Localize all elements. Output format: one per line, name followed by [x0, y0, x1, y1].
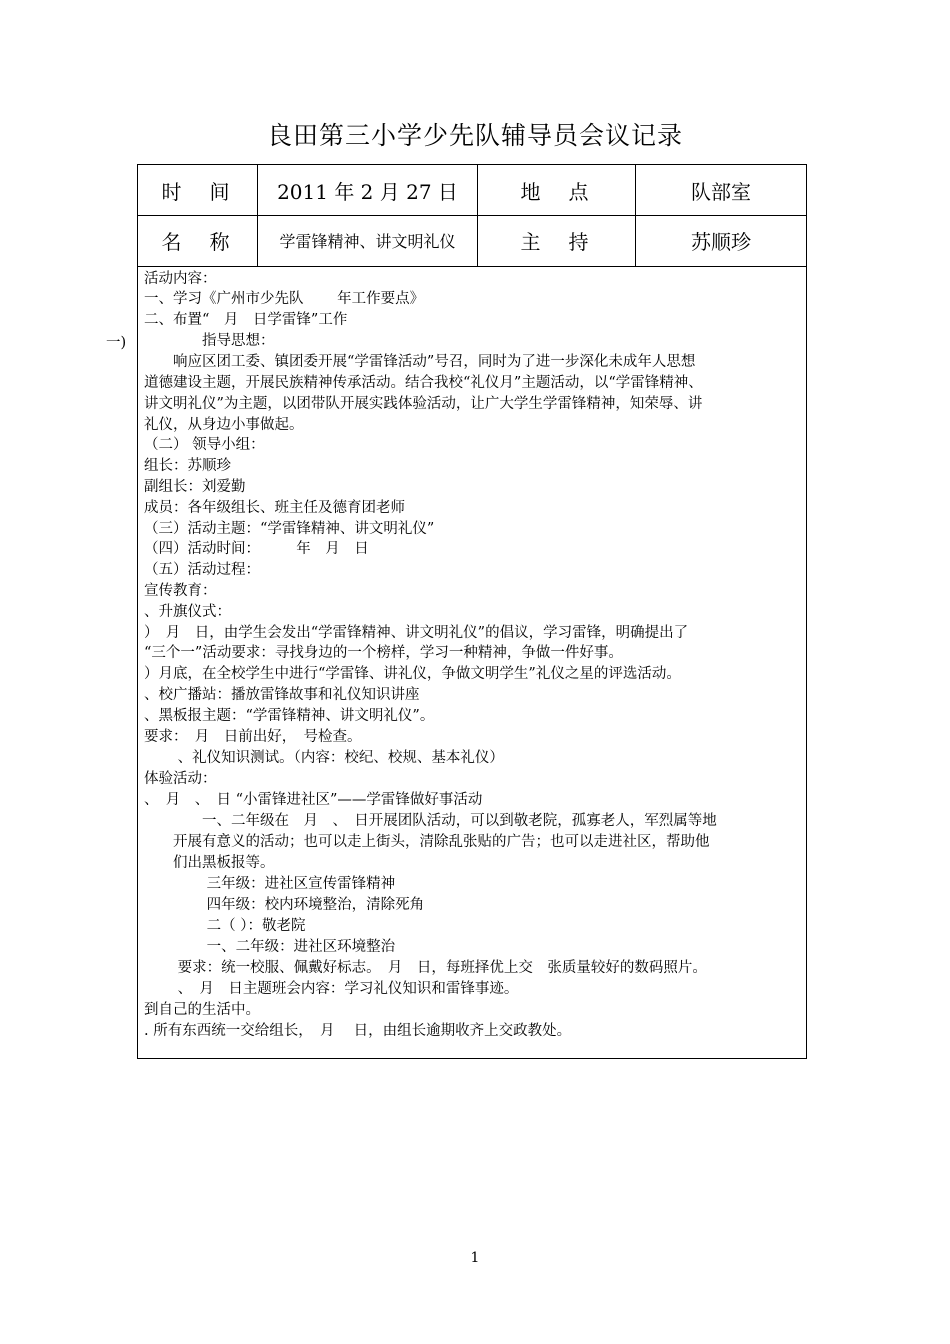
- content-line: 三年级：进社区宣传雷锋精神: [144, 876, 396, 892]
- time-value: 2011 年 2 月 27 日: [258, 165, 478, 215]
- content-line: 组长：苏顺珍: [144, 458, 231, 474]
- place-label: 地 点: [478, 165, 636, 215]
- content-line: 活动内容：: [144, 271, 217, 287]
- content-line: 指导思想：: [144, 333, 275, 349]
- host-label: 主 持: [478, 215, 636, 266]
- content-line: 、校广播站：播放雷锋故事和礼仪知识讲座: [144, 687, 420, 703]
- content-line: 、礼仪知识测试。（内容：校纪、校规、基本礼仪）: [144, 750, 504, 766]
- content-line: 宣传教育：: [144, 583, 217, 599]
- content-line: “三个一”活动要求：寻找身边的一个榜样，学习一种精神，争做一件好事。: [144, 645, 623, 661]
- content-line: 一、二年级：进社区环境整治: [144, 939, 396, 955]
- content-line: 礼仪，从身边小事做起。: [144, 417, 304, 433]
- content-line: ）月底，在全校学生中进行“学雷锋、讲礼仪，争做文明学生”礼仪之星的评选活动。: [144, 666, 681, 682]
- content-line: 、 月 、 日 “小雷锋进社区”——学雷锋做好事活动: [144, 792, 483, 808]
- name-label: 名 称: [138, 215, 258, 266]
- content-line: 们出黑板报等。: [144, 855, 275, 871]
- content-line: 、升旗仪式：: [144, 604, 231, 620]
- content-line: 体验活动：: [144, 771, 217, 787]
- content-line: （二） 领导小组：: [144, 437, 265, 453]
- content-line: 到自己的生活中。: [144, 1002, 260, 1018]
- place-value: 队部室: [691, 179, 751, 204]
- content-line: 响应区团工委、镇团委开展“学雷锋活动”号召，同时为了进一步深化未成年人思想: [144, 354, 696, 370]
- content-line: 副组长：刘爱勤: [144, 479, 246, 495]
- content-line: 一、学习《广州市少先队 年工作要点》: [144, 291, 425, 307]
- content-line: 二（ ）：敬老院: [144, 918, 306, 934]
- content-line: 、黑板报主题：“学雷锋精神、讲文明礼仪”。: [144, 708, 435, 724]
- page-number: 1: [470, 1250, 480, 1266]
- name-value: 学雷锋精神、讲文明礼仪: [258, 215, 478, 266]
- content-line: 开展有意义的活动；也可以走上街头，清除乱张贴的广告；也可以走进社区，帮助他: [144, 834, 710, 850]
- content-line: 成员：各年级组长、班主任及德育团老师: [144, 500, 405, 516]
- content-line: 讲文明礼仪”为主题，以团带队开展实践体验活动，让广大学生学雷锋精神，知荣辱、讲: [144, 396, 703, 412]
- content-line: ） 月 日，由学生会发出“学雷锋精神、讲文明礼仪”的倡议，学习雷锋，明确提出了: [144, 625, 689, 641]
- margin-note: 一): [106, 335, 127, 351]
- content-line: 二、布置“ 月 日学雷锋”工作: [144, 312, 348, 328]
- content-line: （四）活动时间： 年 月 日: [144, 541, 369, 557]
- time-label: 时 间: [138, 165, 258, 215]
- document-title: 良田第三小学少先队辅导员会议记录: [266, 121, 683, 150]
- content-line: 一、二年级在 月 、 日开展团队活动，可以到敬老院，孤寡老人，军烈属等地: [144, 813, 717, 829]
- content-line: 要求： 月 日前出好， 号检查。: [144, 729, 362, 745]
- form-row-name-host: [138, 215, 806, 267]
- content-line: 要求：统一校服、佩戴好标志。 月 日，每班择优上交 张质量较好的数码照片。: [144, 960, 707, 976]
- content-line: （五）活动过程：: [144, 562, 260, 578]
- content-line: . 所有东西统一交给组长， 月 日，由组长逾期收齐上交政教处。: [144, 1023, 572, 1039]
- host-value: 苏顺珍: [691, 230, 751, 254]
- content-line: 、 月 日主题班会内容：学习礼仪知识和雷锋事迹。: [144, 981, 519, 997]
- content-line: （三）活动主题：“学雷锋精神、讲文明礼仪”: [144, 521, 435, 537]
- content-line: 道德建设主题，开展民族精神传承活动。结合我校“礼仪月”主题活动，以“学雷锋精神、: [144, 375, 703, 391]
- content-line: 四年级：校内环境整治，清除死角: [144, 897, 425, 913]
- form-row-time-place: [138, 165, 806, 216]
- meeting-record-form: [137, 164, 807, 1059]
